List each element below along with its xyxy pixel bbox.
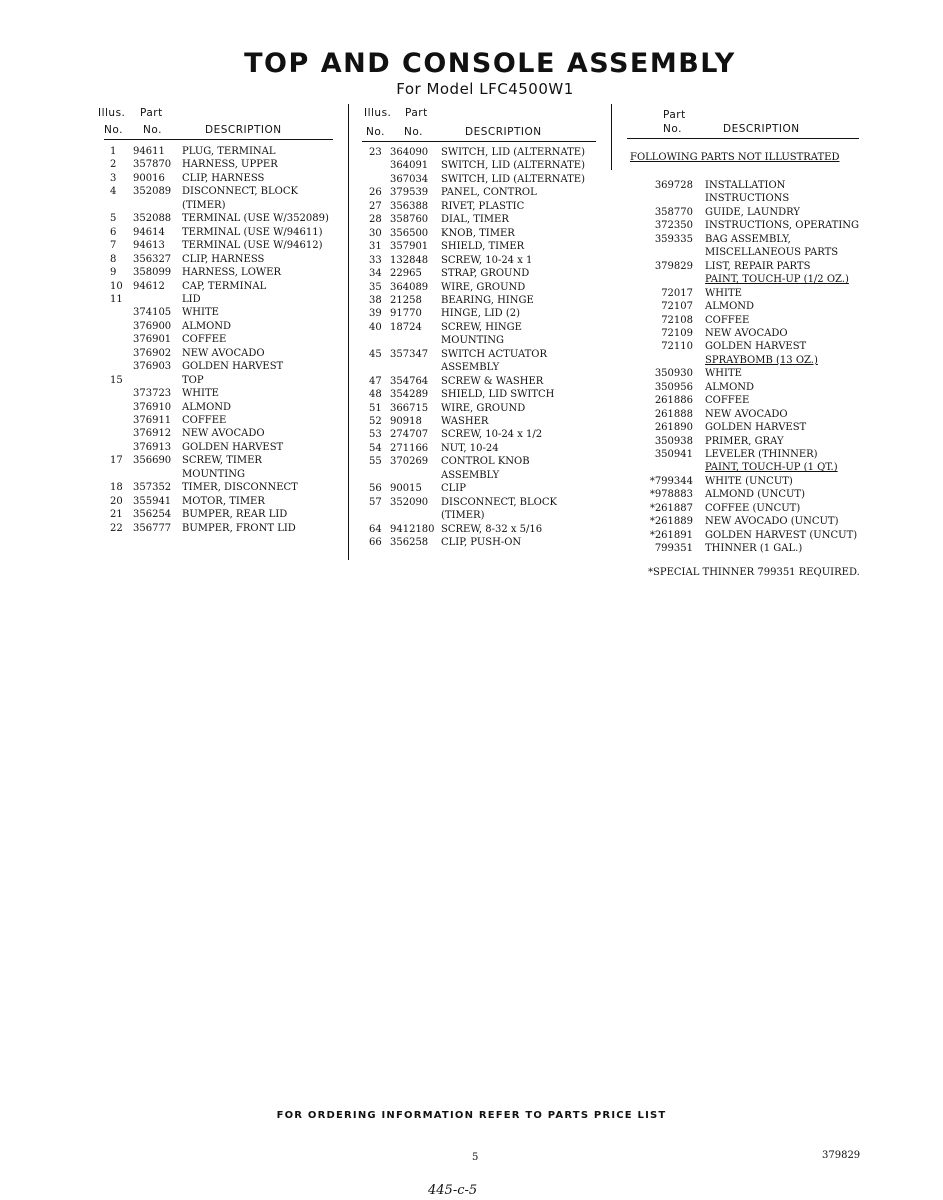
- part-number: 357352: [133, 482, 172, 494]
- part-description: GOLDEN HARVEST (UNCUT): [705, 529, 858, 541]
- part-number: *261891: [649, 529, 693, 541]
- part-description: PAINT, TOUCH-UP (1 QT.): [705, 462, 838, 474]
- part-number: 90015: [390, 483, 422, 495]
- part-description: ALMOND (UNCUT): [705, 489, 805, 501]
- part-description: INSTALLATION: [705, 180, 786, 191]
- part-number: 367034: [390, 173, 429, 185]
- part-number: 261890: [654, 422, 693, 434]
- illus-number: 9: [110, 267, 117, 279]
- part-description: CAP, TERMINAL: [182, 280, 267, 292]
- part-description: DIAL, TIMER: [441, 214, 509, 226]
- part-description: SWITCH, LID (ALTERNATE): [441, 160, 586, 172]
- part-number: 357347: [390, 348, 429, 360]
- not-illustrated-heading: FOLLOWING PARTS NOT ILLUSTRATED: [630, 152, 840, 163]
- part-number: 271166: [390, 442, 429, 454]
- illus-number: 7: [110, 240, 117, 252]
- part-number: 94611: [133, 146, 165, 157]
- col3-header-rule: [627, 138, 859, 139]
- col1-part-header: Part: [140, 107, 163, 119]
- part-description: COFFEE (UNCUT): [705, 502, 801, 514]
- part-number: 358099: [133, 267, 172, 279]
- part-description: WIRE, GROUND: [441, 402, 526, 414]
- illus-number: 20: [110, 495, 123, 507]
- part-description: THINNER (1 GAL.): [705, 543, 803, 555]
- part-description: PANEL, CONTROL: [441, 187, 537, 199]
- part-number: 352088: [133, 213, 172, 225]
- part-description: (TIMER): [441, 510, 485, 522]
- table-row: [0, 327, 943, 340]
- illus-number: 53: [369, 429, 382, 441]
- part-description: SCREW & WASHER: [441, 375, 544, 387]
- part-number: 18724: [390, 321, 422, 333]
- table-row: [0, 340, 943, 353]
- part-description: HARNESS, UPPER: [182, 159, 278, 171]
- table-row: [0, 233, 943, 246]
- part-number: 376913: [133, 441, 172, 453]
- part-description: GOLDEN HARVEST: [705, 422, 807, 434]
- part-description: NEW AVOCADO: [182, 347, 265, 359]
- part-number: 90918: [390, 416, 422, 427]
- part-description: PRIMER, GRAY: [705, 435, 784, 447]
- part-number: 364089: [390, 281, 429, 293]
- part-number: 379829: [654, 260, 693, 272]
- illus-number: 56: [369, 483, 382, 495]
- col1-part-no-header: No.: [143, 124, 162, 136]
- illus-number: 3: [110, 172, 117, 184]
- illus-number: 55: [369, 456, 382, 468]
- part-number: 350938: [654, 435, 693, 447]
- part-description: TERMINAL (USE W/352089): [182, 213, 329, 225]
- ordering-information: FOR ORDERING INFORMATION REFER TO PARTS PRICE LIST: [276, 1110, 667, 1121]
- part-description: CLIP, HARNESS: [182, 253, 265, 265]
- part-number: 369728: [654, 180, 693, 191]
- part-description: BEARING, HINGE: [441, 294, 534, 306]
- illus-number: 45: [369, 348, 382, 360]
- table-row: [0, 475, 943, 488]
- table-row: [0, 448, 943, 461]
- part-number: *261887: [649, 502, 693, 514]
- special-thinner-note: *SPECIAL THINNER 799351 REQUIRED.: [648, 567, 860, 578]
- part-number: 376910: [133, 401, 172, 413]
- page-title: TOP AND CONSOLE ASSEMBLY: [244, 48, 736, 79]
- part-number: 376901: [133, 334, 172, 346]
- illus-number: 22: [110, 522, 123, 534]
- table-row: [0, 287, 943, 300]
- part-number: 376903: [133, 361, 172, 373]
- illus-number: 30: [369, 227, 382, 239]
- illus-number: 52: [369, 416, 382, 427]
- illus-number: 4: [110, 186, 117, 198]
- part-description: WHITE: [182, 388, 219, 400]
- illus-number: 5: [110, 213, 117, 225]
- part-description: SCREW, 8-32 x 5/16: [441, 523, 543, 535]
- illus-number: 33: [369, 254, 382, 266]
- part-description: ALMOND: [705, 381, 755, 393]
- part-description: ALMOND: [182, 401, 232, 413]
- part-number: 358760: [390, 214, 429, 226]
- part-description: BUMPER, REAR LID: [182, 509, 288, 521]
- table-row: [0, 219, 943, 232]
- part-description: GOLDEN HARVEST: [182, 361, 284, 373]
- part-description: SWITCH, LID (ALTERNATE): [441, 147, 586, 158]
- part-description: TIMER, DISCONNECT: [182, 482, 298, 494]
- part-description: SHIELD, TIMER: [441, 241, 525, 253]
- part-number: 356258: [390, 537, 429, 549]
- illus-number: 26: [369, 187, 382, 199]
- part-description: NUT, 10-24: [441, 442, 499, 454]
- col2-part-header: Part: [405, 107, 428, 119]
- part-number: 356690: [133, 455, 172, 467]
- table-row: [0, 529, 943, 542]
- table-row: [0, 206, 943, 219]
- col2-description-header: DESCRIPTION: [465, 126, 542, 138]
- part-number: 359335: [654, 233, 693, 245]
- part-description: WIRE, GROUND: [441, 281, 526, 293]
- part-description: CLIP, HARNESS: [182, 172, 265, 184]
- part-number: 72110: [661, 341, 693, 353]
- part-description: MOUNTING: [182, 468, 245, 480]
- part-description: GOLDEN HARVEST: [182, 441, 284, 453]
- illus-number: 51: [369, 402, 382, 414]
- illus-number: 64: [369, 523, 382, 535]
- part-description: INSTRUCTIONS: [705, 193, 790, 205]
- part-description: PLUG, TERMINAL: [182, 146, 276, 157]
- part-description: COFFEE: [182, 415, 227, 426]
- table-row: [0, 488, 943, 501]
- part-number: 356388: [390, 200, 429, 212]
- col2-illus-header: Illus.: [364, 107, 392, 119]
- part-description: BAG ASSEMBLY,: [705, 233, 791, 245]
- part-number: 357870: [133, 159, 172, 171]
- illus-number: 2: [110, 159, 117, 171]
- table-row: [0, 394, 943, 407]
- part-number: 350930: [654, 368, 693, 380]
- part-description: MISCELLANEOUS PARTS: [705, 247, 839, 259]
- part-number: 352090: [390, 496, 429, 508]
- part-description: INSTRUCTIONS, OPERATING: [705, 220, 860, 232]
- part-description: GOLDEN HARVEST: [705, 341, 807, 353]
- part-description: LIST, REPAIR PARTS: [705, 260, 811, 272]
- part-description: SCREW, 10-24 x 1/2: [441, 429, 543, 441]
- part-number: 72017: [661, 287, 693, 299]
- part-description: WASHER: [441, 416, 489, 427]
- illus-number: 18: [110, 482, 123, 494]
- page-number: 5: [472, 1152, 479, 1163]
- part-number: 356254: [133, 509, 172, 521]
- table-row: [0, 367, 943, 380]
- table-row: [0, 273, 943, 286]
- part-description: LEVELER (THINNER): [705, 449, 818, 460]
- part-number: 799351: [654, 543, 693, 555]
- part-number: 261888: [654, 408, 693, 420]
- part-description: ASSEMBLY: [441, 469, 500, 481]
- part-description: TERMINAL (USE W/94611): [182, 226, 323, 238]
- part-description: COFFEE: [705, 314, 750, 326]
- part-description: CLIP: [441, 483, 466, 495]
- part-number: 94614: [133, 226, 165, 238]
- table-row: [0, 381, 943, 394]
- part-number: 376900: [133, 320, 172, 332]
- part-number: 354764: [390, 375, 429, 387]
- part-description: GUIDE, LAUNDRY: [705, 206, 800, 218]
- table-row: [0, 260, 943, 273]
- illus-number: 47: [369, 375, 382, 387]
- part-description: MOTOR, TIMER: [182, 495, 265, 507]
- part-number: 94613: [133, 240, 165, 252]
- col2-part-no-header: No.: [404, 126, 423, 138]
- part-number: 356327: [133, 253, 172, 265]
- col3-part-no-header: No.: [663, 123, 682, 135]
- part-description: SWITCH ACTUATOR: [441, 348, 548, 360]
- table-row: [0, 461, 943, 474]
- part-description: KNOB, TIMER: [441, 227, 515, 239]
- part-number: 358770: [654, 206, 693, 218]
- part-number: 274707: [390, 429, 429, 441]
- part-description: ASSEMBLY: [441, 362, 500, 374]
- col2-illus-no-header: No.: [366, 126, 385, 138]
- part-description: SWITCH, LID (ALTERNATE): [441, 173, 586, 185]
- part-number: 94612: [133, 280, 165, 292]
- illus-number: 31: [369, 241, 382, 253]
- part-number: 355941: [133, 495, 172, 507]
- part-number: 352089: [133, 186, 172, 198]
- part-description: SCREW, TIMER: [182, 455, 262, 467]
- handwritten-note: 445-c-5: [428, 1183, 478, 1198]
- illus-number: 6: [110, 226, 117, 238]
- part-description: PAINT, TOUCH-UP (1/2 OZ.): [705, 274, 849, 286]
- illus-number: 28: [369, 214, 382, 226]
- part-number: 72108: [661, 314, 693, 326]
- part-description: WHITE: [182, 307, 219, 319]
- part-description: LID: [182, 293, 201, 305]
- part-description: CLIP, PUSH-ON: [441, 537, 522, 549]
- part-description: HARNESS, LOWER: [182, 267, 281, 279]
- illus-number: 66: [369, 537, 382, 549]
- illus-number: 48: [369, 389, 382, 401]
- part-number: 90016: [133, 172, 165, 184]
- illus-number: 23: [369, 147, 382, 158]
- illus-number: 38: [369, 294, 382, 306]
- table-row: [0, 542, 943, 555]
- illus-number: 57: [369, 496, 382, 508]
- col1-description-header: DESCRIPTION: [205, 124, 282, 136]
- part-number: *261889: [649, 516, 693, 528]
- part-description: SCREW, HINGE: [441, 321, 522, 333]
- part-description: SCREW, 10-24 x 1: [441, 254, 533, 266]
- part-number: 350956: [654, 381, 693, 393]
- illus-number: 54: [369, 442, 382, 454]
- part-number: 350941: [654, 449, 693, 460]
- illus-number: 40: [369, 321, 382, 333]
- part-description: NEW AVOCADO: [182, 428, 265, 440]
- part-number: 132848: [390, 254, 429, 266]
- part-number: 9412180: [390, 523, 435, 535]
- illus-number: 39: [369, 308, 382, 320]
- part-description: HINGE, LID (2): [441, 308, 521, 320]
- part-description: MOUNTING: [441, 335, 504, 347]
- part-number: 357901: [390, 241, 429, 253]
- document-number: 379829: [822, 1150, 861, 1161]
- part-description: CONTROL KNOB: [441, 456, 530, 468]
- part-number: 364090: [390, 147, 429, 158]
- part-description: NEW AVOCADO: [705, 408, 788, 420]
- table-row: [0, 246, 943, 259]
- part-number: 22965: [390, 268, 422, 280]
- illus-number: 1: [110, 146, 117, 157]
- part-number: 356777: [133, 522, 172, 534]
- illus-number: 10: [110, 280, 123, 292]
- part-number: 21258: [390, 294, 422, 306]
- part-number: *799344: [649, 475, 693, 487]
- part-number: 91770: [390, 308, 422, 320]
- part-description: DISCONNECT, BLOCK: [441, 496, 557, 508]
- part-description: NEW AVOCADO (UNCUT): [705, 516, 839, 528]
- illus-number: 27: [369, 200, 382, 212]
- part-description: BUMPER, FRONT LID: [182, 522, 296, 534]
- illus-number: 21: [110, 509, 123, 521]
- part-number: 376912: [133, 428, 172, 440]
- illus-number: 15: [110, 374, 123, 386]
- illus-number: 11: [110, 293, 123, 305]
- col1-illus-header: Illus.: [98, 107, 126, 119]
- part-number: 373723: [133, 388, 172, 400]
- part-description: WHITE (UNCUT): [705, 475, 793, 487]
- col3-part-header: Part: [663, 109, 686, 121]
- illus-number: 34: [369, 268, 382, 280]
- table-row: [0, 421, 943, 434]
- illus-number: 17: [110, 455, 123, 467]
- part-number: 379539: [390, 187, 429, 199]
- part-description: WHITE: [705, 287, 742, 299]
- part-description: COFFEE: [182, 334, 227, 346]
- part-description: SPRAYBOMB (13 OZ.): [705, 354, 818, 366]
- part-number: 370269: [390, 456, 429, 468]
- part-description: SHIELD, LID SWITCH: [441, 389, 555, 401]
- illus-number: 35: [369, 281, 382, 293]
- part-number: 356500: [390, 227, 429, 239]
- col2-header-rule: [362, 141, 596, 142]
- part-description: WHITE: [705, 368, 742, 380]
- illus-number: 8: [110, 253, 117, 265]
- part-number: 72107: [661, 301, 693, 313]
- part-number: 374105: [133, 307, 172, 319]
- table-row: [0, 515, 943, 528]
- part-description: RIVET, PLASTIC: [441, 200, 525, 212]
- table-row: [0, 408, 943, 421]
- table-row: [0, 354, 943, 367]
- part-description: TERMINAL (USE W/94612): [182, 240, 323, 252]
- part-description: ALMOND: [182, 320, 232, 332]
- part-number: *978883: [649, 489, 693, 501]
- part-number: 261886: [654, 395, 693, 407]
- table-row: [0, 314, 943, 327]
- part-description: ALMOND: [705, 301, 755, 313]
- part-description: TOP: [182, 374, 204, 386]
- table-row: [0, 502, 943, 515]
- table-row: [0, 179, 943, 192]
- part-number: 72109: [661, 327, 693, 339]
- part-description: (TIMER): [182, 199, 226, 211]
- table-row: [0, 192, 943, 205]
- part-description: NEW AVOCADO: [705, 327, 788, 339]
- part-description: STRAP, GROUND: [441, 268, 530, 280]
- col1-illus-no-header: No.: [104, 124, 123, 136]
- part-description: COFFEE: [705, 395, 750, 407]
- part-number: 376911: [133, 415, 172, 426]
- part-number: 354289: [390, 389, 429, 401]
- part-number: 364091: [390, 160, 429, 172]
- part-description: DISCONNECT, BLOCK: [182, 186, 298, 198]
- table-row: [0, 300, 943, 313]
- model-subtitle: For Model LFC4500W1: [396, 80, 574, 98]
- part-number: 372350: [654, 220, 693, 232]
- col3-description-header: DESCRIPTION: [723, 123, 800, 135]
- part-number: 376902: [133, 347, 172, 359]
- part-number: 366715: [390, 402, 429, 414]
- col1-header-rule: [104, 139, 333, 140]
- table-row: [0, 435, 943, 448]
